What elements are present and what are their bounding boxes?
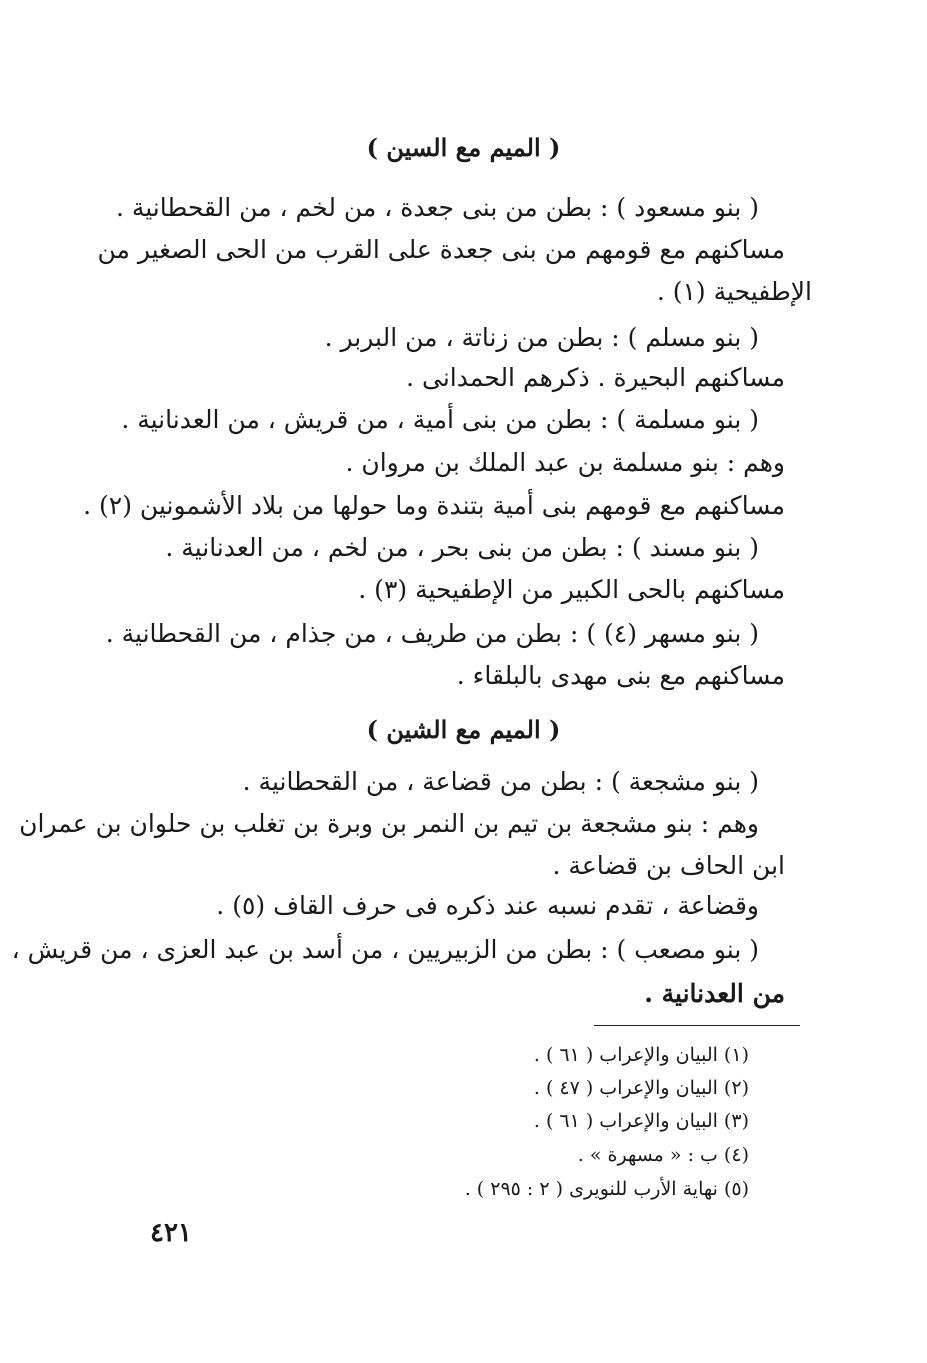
text-line: الإطفيحية (١) . <box>656 277 812 306</box>
text-line: مساكنهم مع قومهم بنى أمية بتندة وما حولها من بلاد الأشمونين (٢) . <box>83 491 785 520</box>
text-line: ( بنو مسند ) : بطن من بنى بحر ، من لخم ، من العدنانية . <box>165 533 759 562</box>
page-number: ٤٢١ <box>150 1218 192 1248</box>
footnote: (٣) البيان والإعراب ( ٦١ ) . <box>533 1110 749 1132</box>
text-line: مساكنهم البحيرة . ذكرهم الحمدانى . <box>406 363 785 392</box>
text-line: ( بنو مسهر (٤) ) : بطن من طريف ، من جذام ، من القحطانية . <box>105 619 759 648</box>
footnote-separator <box>594 1025 800 1026</box>
footnote: (١) البيان والإعراب ( ٦١ ) . <box>533 1044 749 1066</box>
footnote: (٥) نهاية الأرب للنويرى ( ٢ : ٢٩٥ ) . <box>464 1178 749 1200</box>
text-line: مساكنهم مع قومهم من بنى جعدة على القرب من الحى الصغير من <box>97 235 785 264</box>
text-line: ( بنو مسعود ) : بطن من بنى جعدة ، من لخم ، من القحطانية . <box>115 193 759 222</box>
text-line: وقضاعة ، تقدم نسبه عند ذكره فى حرف القاف (٥) . <box>216 891 759 920</box>
section-heading: ( الميم مع الشين ) <box>366 715 561 744</box>
footnote: (٤) ب : « مسهرة » . <box>577 1144 749 1166</box>
text-line: مساكنهم مع بنى مهدى بالبلقاء . <box>456 661 785 690</box>
section-heading: ( الميم مع السين ) <box>366 133 561 162</box>
text-line: ( بنو مصعب ) : بطن من الزبيريين ، من أسد بن عبد العزى ، من قريش ، <box>11 935 759 964</box>
text-line: ( بنو مسلمة ) : بطن من بنى أمية ، من قريش ، من العدنانية . <box>121 405 759 434</box>
text-line: ( بنو مشجعة ) : بطن من قضاعة ، من القحطانية . <box>242 767 759 796</box>
footnote: (٢) البيان والإعراب ( ٤٧ ) . <box>533 1077 749 1099</box>
text-line: وهم : بنو مسلمة بن عبد الملك بن مروان . <box>345 448 785 477</box>
text-line: ابن الحاف بن قضاعة . <box>552 851 785 880</box>
text-line: من العدنانية . <box>644 979 785 1008</box>
text-line: مساكنهم بالحى الكبير من الإطفيحية (٣) . <box>358 575 785 604</box>
text-line: ( بنو مسلم ) : بطن من زناتة ، من البربر . <box>324 323 759 352</box>
text-line: وهم : بنو مشجعة بن تيم بن النمر بن وبرة بن تغلب بن حلوان بن عمران <box>19 809 759 838</box>
